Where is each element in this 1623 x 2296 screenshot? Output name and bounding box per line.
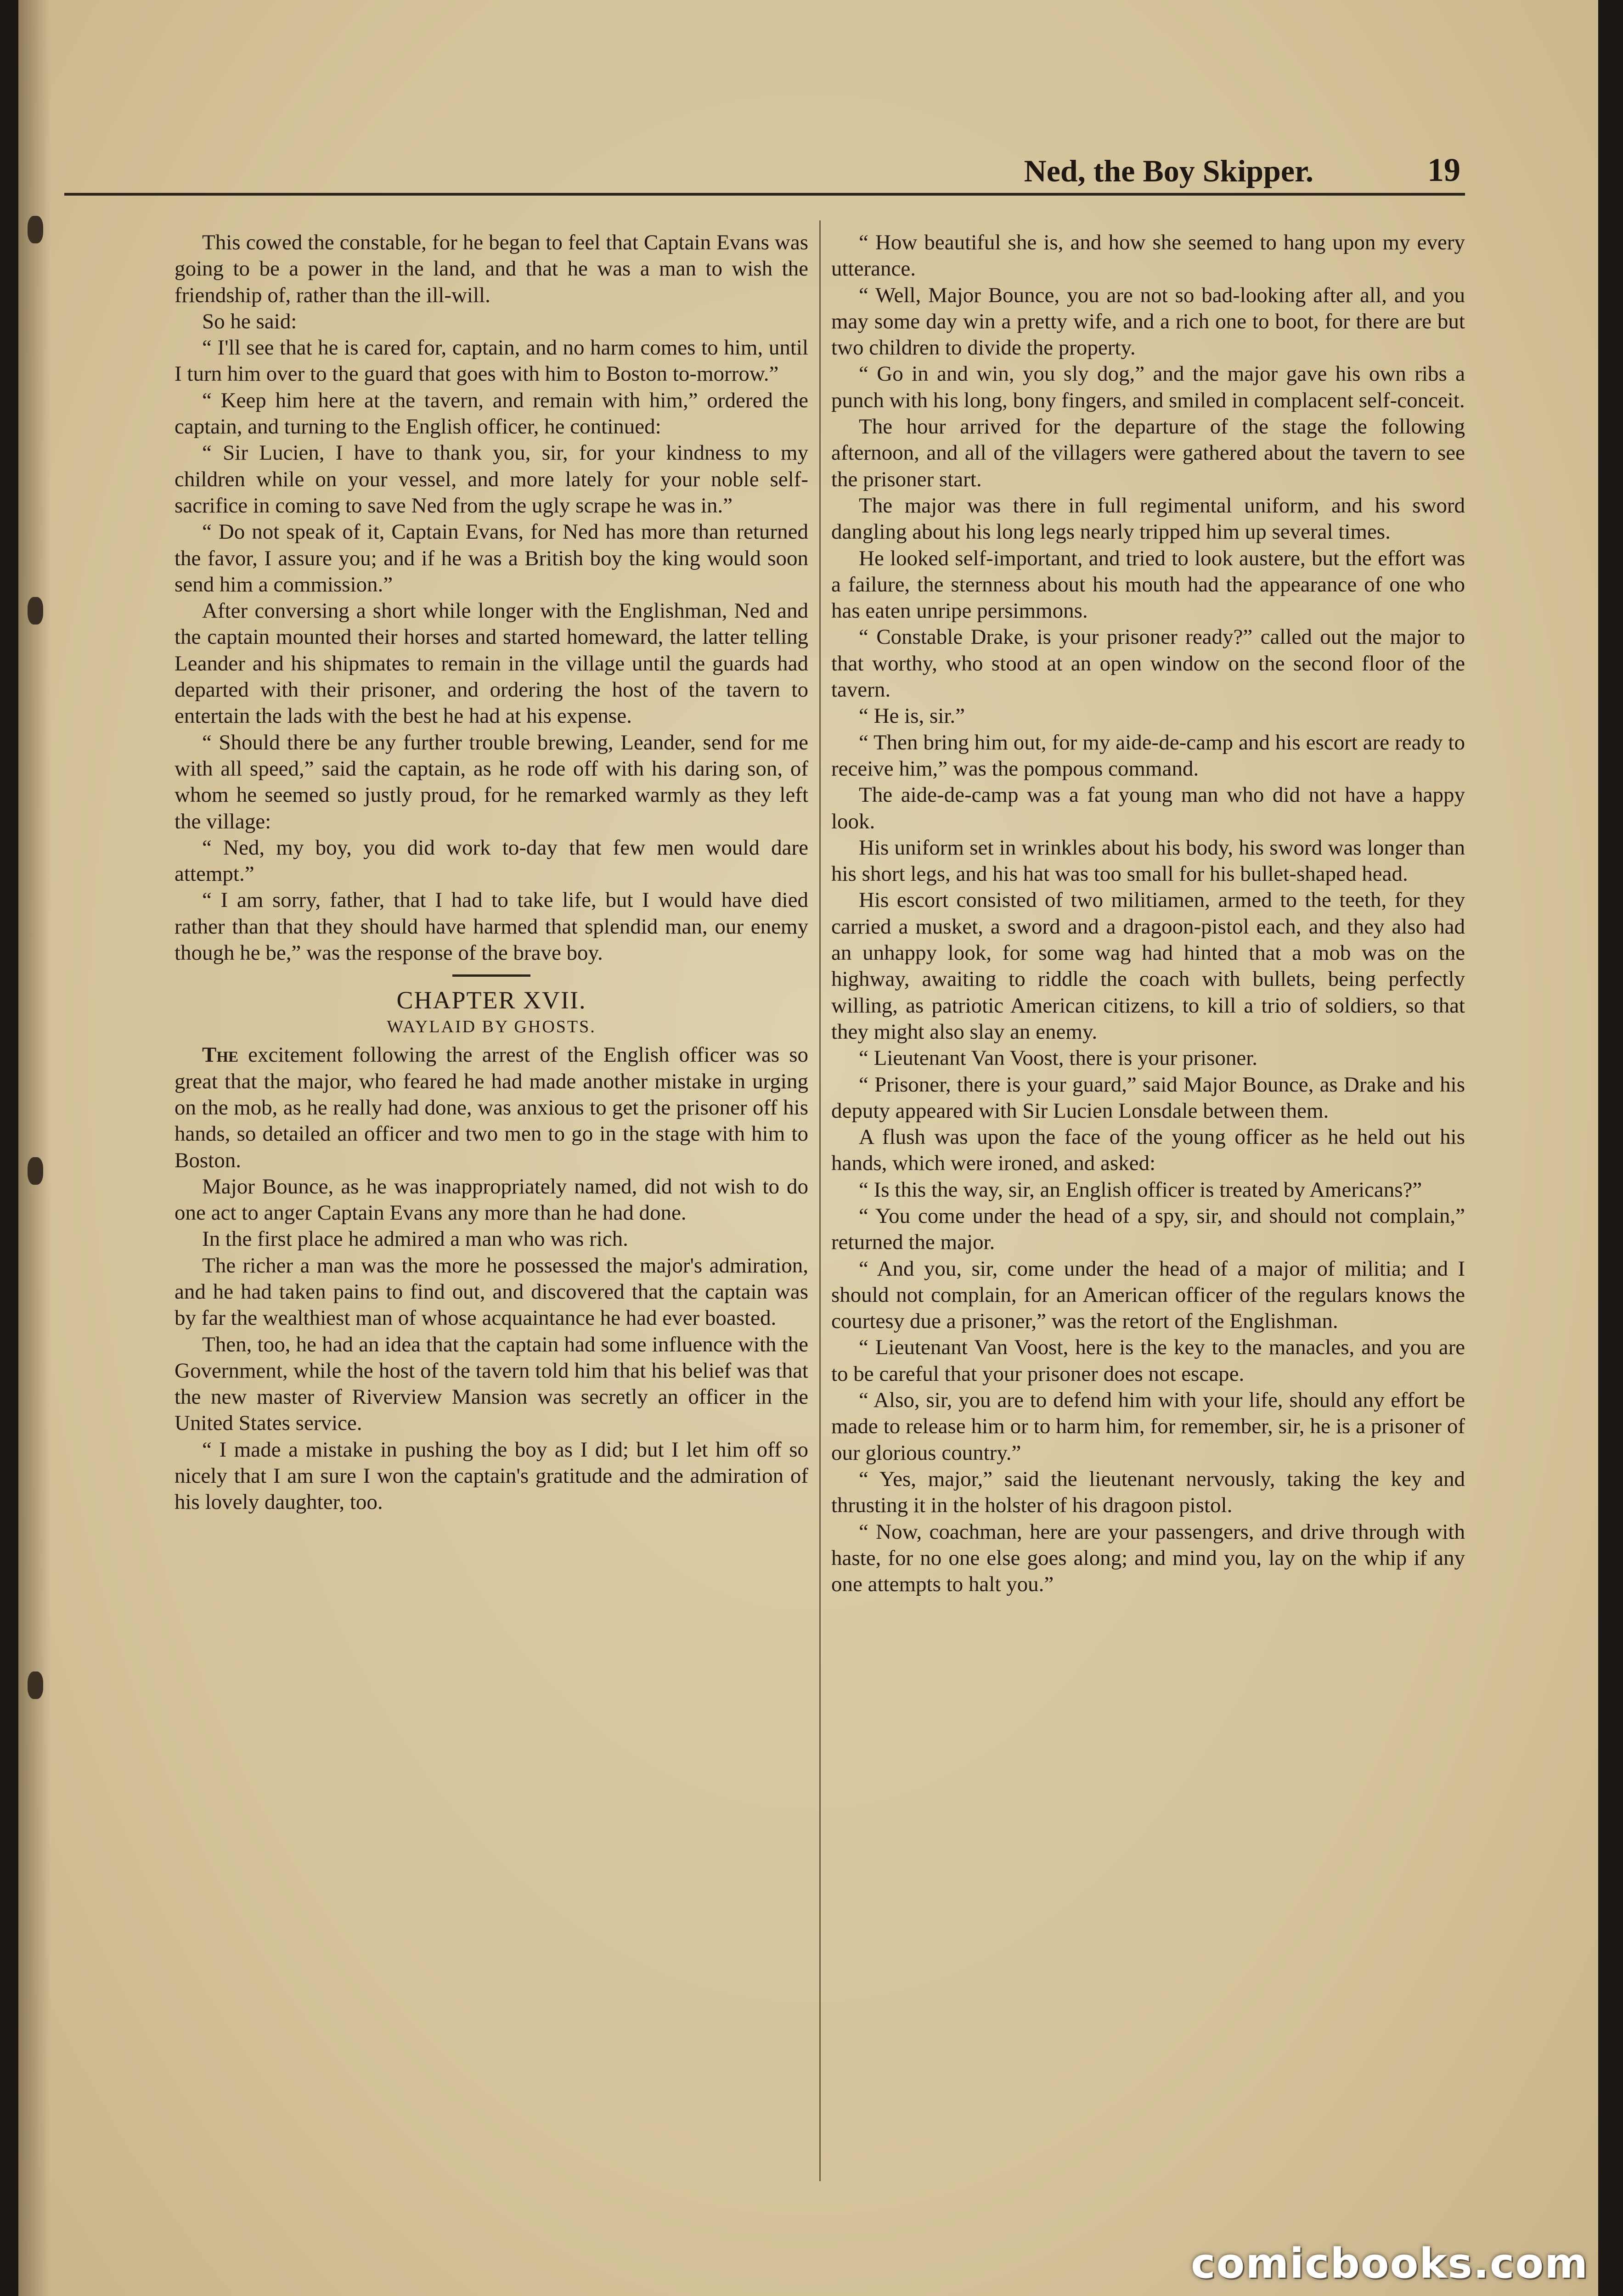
section-rule [452, 974, 530, 977]
paragraph: He looked self-important, and tried to look austere, but the effort was a failure, the sternness about his mouth had the appearance of one who has eaten unripe persimmons. [831, 546, 1465, 623]
paragraph: Then, too, he had an idea that the captain had some influence with the Government, while the host of the tavern told him that his belief was that the new master of Riverview Mansion was secretly an officer in the United States service. [175, 1332, 808, 1435]
chapter-lead-word: The [202, 1043, 239, 1067]
paragraph: “ Now, coachman, here are your passengers, and drive through with haste, for no one else goes along; and mind you, lay on the whip if any one attempts to halt you.” [831, 1519, 1465, 1597]
chapter-title: CHAPTER XVII. [396, 986, 586, 1014]
page-number: 19 [1427, 152, 1460, 188]
paragraph: “ Go in and win, you sly dog,” and the major gave his own ribs a punch with his long, bony fingers, and smiled in complacent self-conceit. [831, 362, 1465, 412]
paragraph: The aide-de-camp was a fat young man who did not have a happy look. [831, 783, 1465, 833]
paragraph: “ Sir Lucien, I have to thank you, sir, for your kindness to my children while on your vessel, and more lately for your noble self-sacrifice in coming to save Ned from the ugly scrape he was in.” [175, 441, 808, 518]
right-column [831, 230, 1465, 2158]
paragraph: A flush was upon the face of the young officer as he held out his hands, which were ironed, and asked: [831, 1125, 1465, 1176]
column-divider [819, 220, 821, 2181]
paragraph: “ How beautiful she is, and how she seemed to hang upon my every utterance. [831, 231, 1465, 281]
paragraph: “ Should there be any further trouble brewing, Leander, send for me with all speed,” said the captain, as he rode off with his daring son, of whom he seemed so justly proud, for he remarked warmly as they left the village: [175, 730, 808, 833]
binding-hole [28, 1671, 43, 1699]
paragraph: In the first place he admired a man who was rich. [202, 1227, 628, 1251]
paragraph: “ Constable Drake, is your prisoner ready?” called out the major to that worthy, who stood at an open window on the second floor of the tavern. [831, 625, 1465, 702]
chapter-first-paragraph [175, 1042, 808, 1173]
paragraph: “ Is this the way, sir, an English officer is treated by Americans?” [859, 1177, 1422, 1202]
running-title: Ned, the Boy Skipper. [1024, 153, 1313, 188]
page-header [64, 152, 1465, 196]
paragraph: Major Bounce, as he was inappropriately named, did not wish to do one act to anger Captain Evans any more than he had done. [175, 1174, 808, 1225]
paragraph: After conversing a short while longer with the Englishman, Ned and the captain mounted their horses and started homeward, the latter telling Leander and his shipmates to remain in the village until the guards had departed with their prisoner, and ordering the host of the tavern to entertain the lads with the best he had at his expense. [175, 599, 808, 728]
paragraph: This cowed the constable, for he began to feel that Captain Evans was going to be a power in the land, and that he was a man to wish the friendship of, rather than the ill-will. [175, 231, 808, 307]
watermark: comicbooks.com [1191, 2240, 1589, 2288]
binding-hole [28, 1157, 43, 1185]
paragraph: So he said: [202, 309, 297, 333]
paragraph: “ I am sorry, father, that I had to take life, but I would have died rather than that they should have harmed that splendid man, our enemy though he be,” was the response of the brave boy. [175, 888, 808, 965]
paragraph: “ Also, sir, you are to defend him with your life, should any effort be made to release him or to harm him, for remember, sir, he is a prisoner of our glorious country.” [831, 1388, 1465, 1465]
paragraph: His uniform set in wrinkles about his body, his sword was longer than his short legs, and his hat was too small for his bullet-shaped head. [831, 835, 1465, 886]
paragraph: “ I made a mistake in pushing the boy as I did; but I let him off so nicely that I am sure I won the captain's gratitude and the admiration of his lovely daughter, too. [175, 1437, 808, 1514]
paragraphs-before-chapter [175, 230, 808, 966]
paragraph: “ Do not speak of it, Captain Evans, for Ned has more than returned the favor, I assure you; and if he was a British boy the king would soon send him a commission.” [175, 520, 808, 597]
paragraph: “ Then bring him out, for my aide-de-camp and his escort are ready to receive him,” was the pompous command. [831, 730, 1465, 781]
paragraph: His escort consisted of two militiamen, armed to the teeth, for they carried a musket, a sword and a dragoon-pistol each, and they also had an unhappy look, for some wag had hinted that a mob was on the highway, awaiting to riddle the coach with bullets, being perfectly willing, as patriotic American citizens, to kill a trio of soldiers, so that they might also slay an enemy. [831, 888, 1465, 1044]
paragraph: “ Lieutenant Van Voost, there is your prisoner. [859, 1046, 1258, 1070]
paragraphs-after-chapter [175, 1174, 808, 1516]
chapter-subtitle: WAYLAID BY GHOSTS. [387, 1017, 596, 1037]
paragraph: The richer a man was the more he possessed the major's admiration, and he had taken pains to find out, and discovered that the captain was by far the wealthiest man of whose acquaintance he had ever boasted. [175, 1253, 808, 1330]
paragraph: “ You come under the head of a spy, sir, and should not complain,” returned the major. [831, 1204, 1465, 1255]
paragraph: “ He is, sir.” [859, 704, 965, 728]
paragraph: “ Lieutenant Van Voost, here is the key to the manacles, and you are to be careful that your prisoner does not escape. [831, 1335, 1465, 1386]
paragraph: “ And you, sir, come under the head of a major of militia; and I should not complain, for an American officer of the regulars knows the courtesy due a prisoner,” was the retort of the Englishman. [831, 1256, 1465, 1334]
chapter-first-paragraph-text: excitement following the arrest of the English officer was so great that the major, who feared he had made another mistake in urging on the mob, as he really had done, was anxious to get the prisoner off his hands, so detailed an officer and two men to go in the stage with him to Boston. [175, 1043, 808, 1172]
paragraph: “ Prisoner, there is your guard,” said Major Bounce, as Drake and his deputy appeared with Sir Lucien Lonsdale between them. [831, 1072, 1465, 1123]
paragraph: “ Yes, major,” said the lieutenant nervously, taking the key and thrusting it in the holster of his dragoon pistol. [831, 1467, 1465, 1518]
paragraph: “ I'll see that he is cared for, captain, and no harm comes to him, until I turn him over to the guard that goes with him to Boston to-morrow.” [175, 336, 808, 386]
paragraph: “ Well, Major Bounce, you are not so bad-looking after all, and you may some day win a pretty wife, and a rich one to boot, for there are but two children to divide the property. [831, 283, 1465, 360]
paragraph: The hour arrived for the departure of the stage the following afternoon, and all of the villagers were gathered about the tavern to see the prisoner start. [831, 415, 1465, 491]
binding-hole [28, 597, 43, 625]
left-column [175, 230, 808, 2158]
book-page [18, 0, 1598, 2296]
paragraph: “ Keep him here at the tavern, and remain with him,” ordered the captain, and turning to the English officer, he continued: [175, 388, 808, 439]
paragraph: “ Ned, my boy, you did work to-day that few men would dare attempt.” [175, 835, 808, 886]
binding-hole [28, 216, 43, 243]
right-paragraphs [831, 230, 1465, 1598]
paragraph: The major was there in full regimental uniform, and his sword dangling about his long legs nearly tripped him up several times. [831, 493, 1465, 544]
